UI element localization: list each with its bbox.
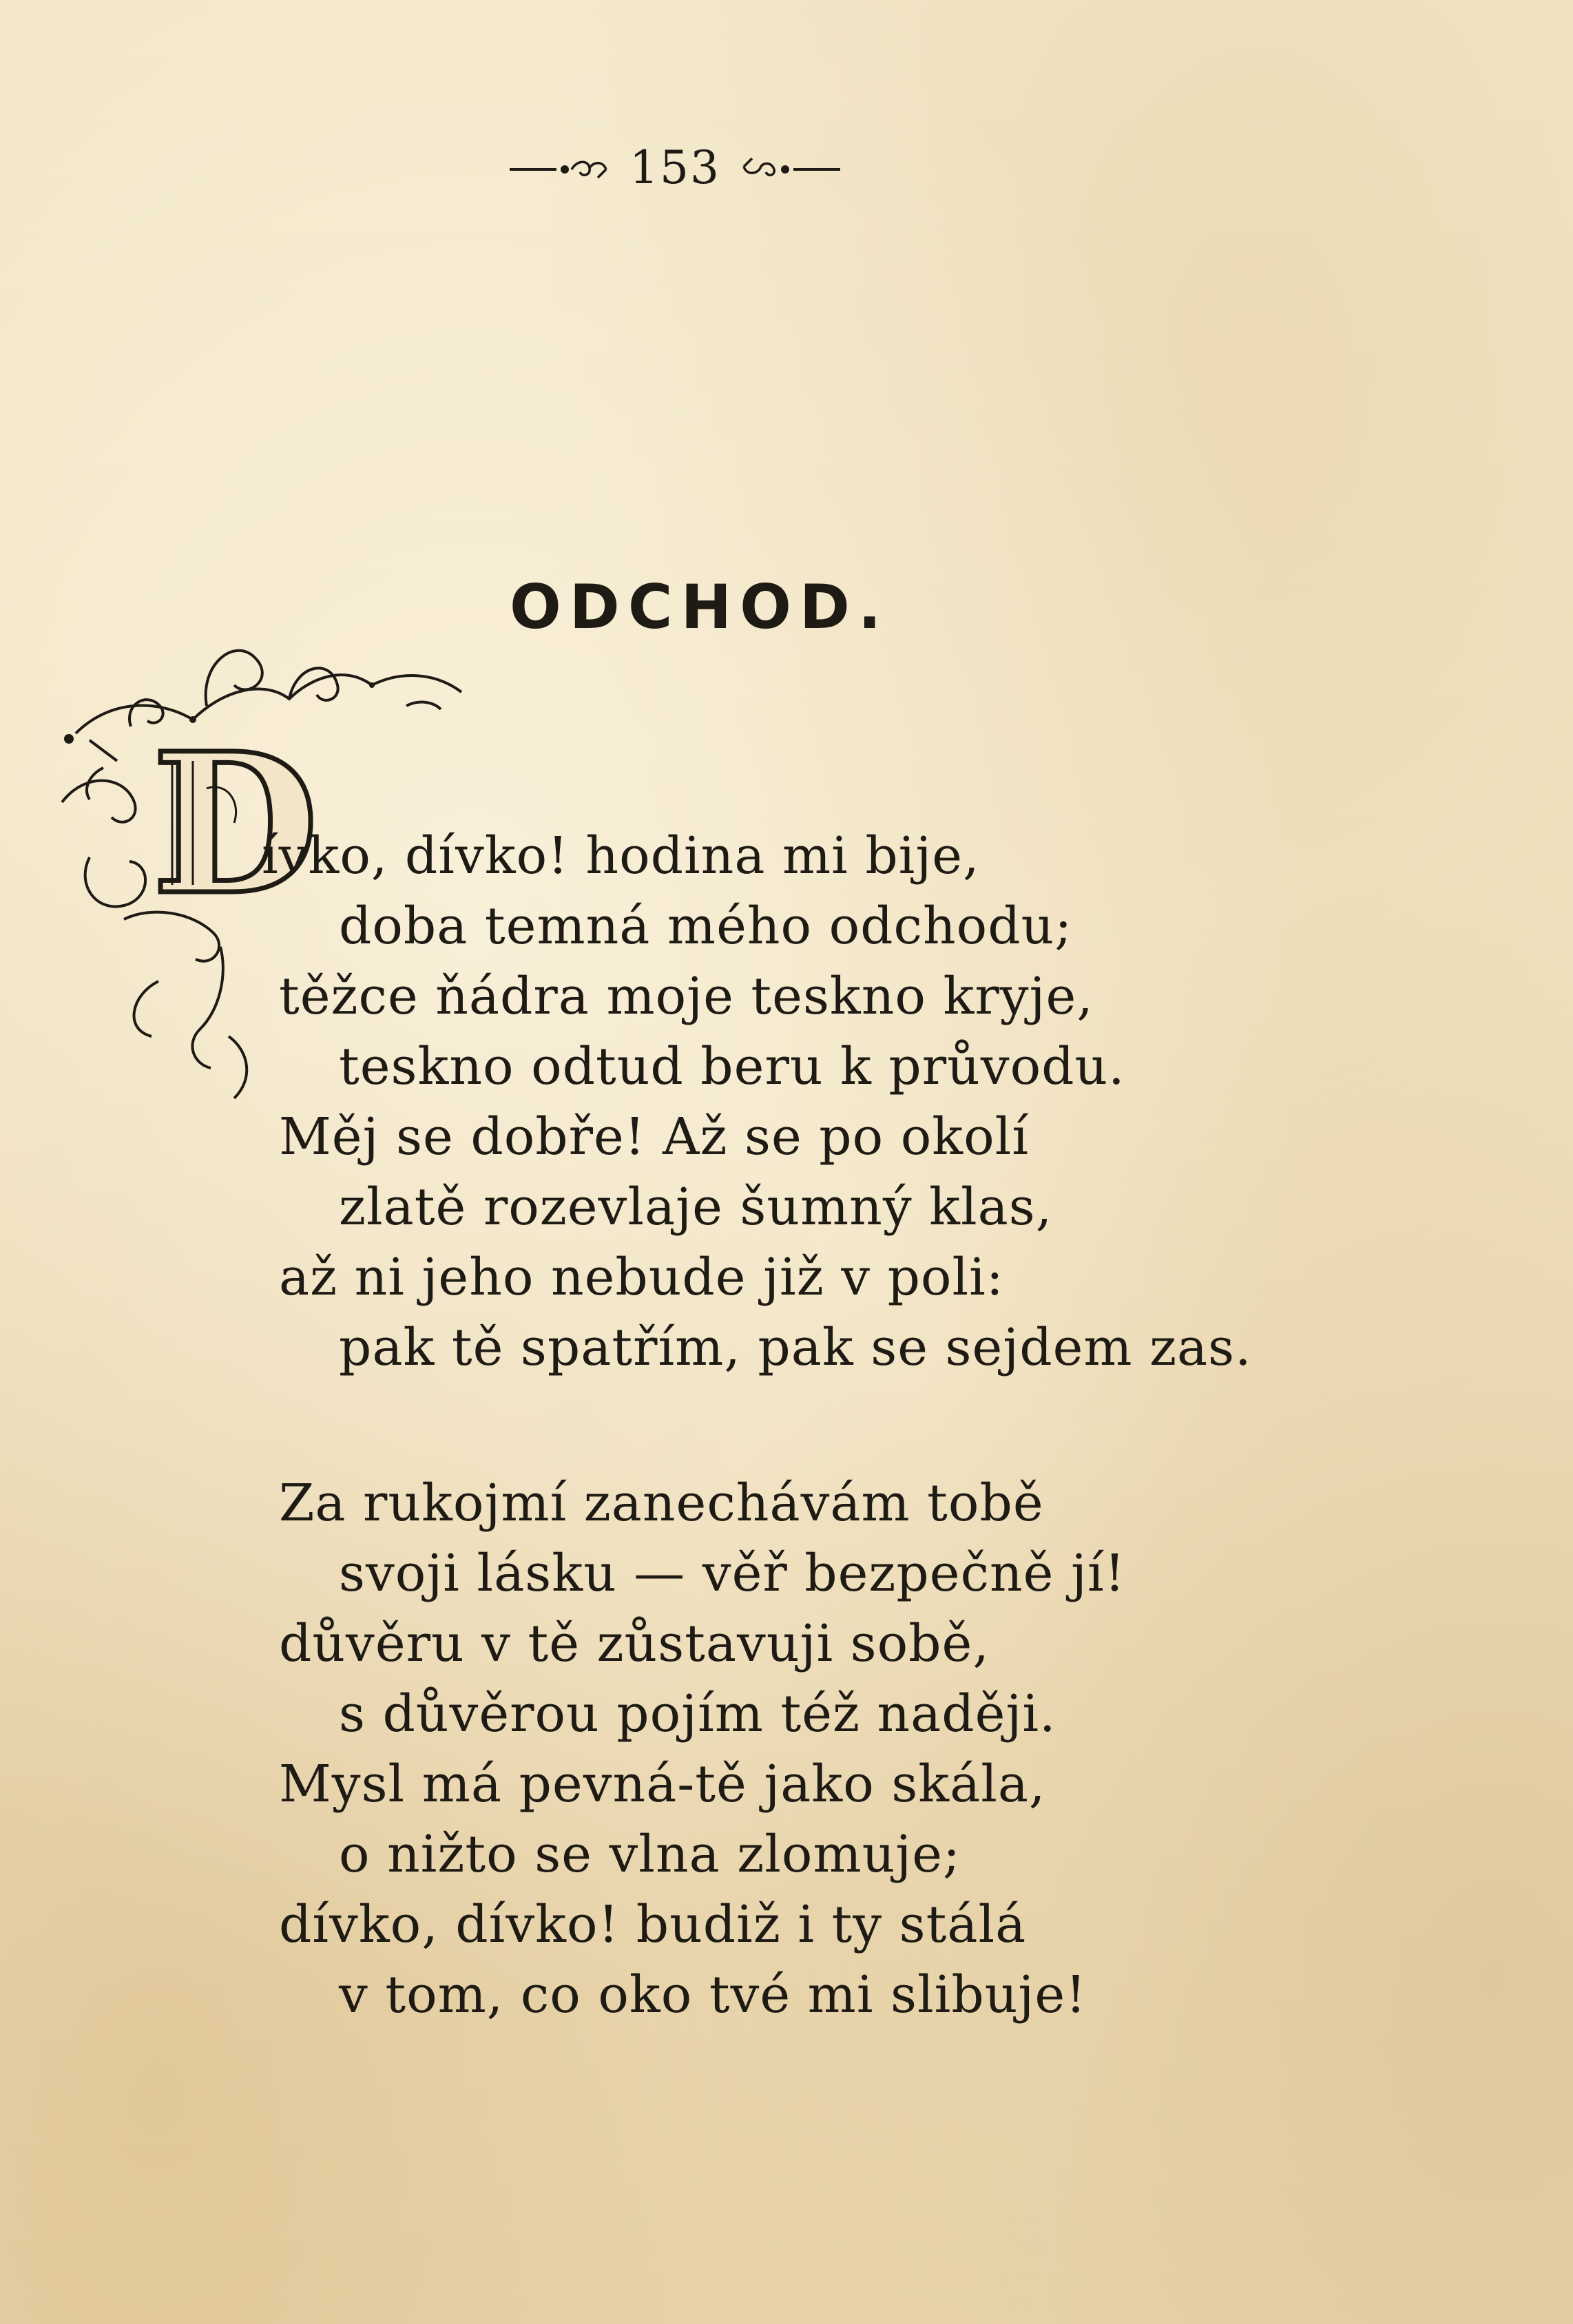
poem-line: ívko, dívko! hodina mi bije, bbox=[262, 826, 980, 886]
poem-line: Měj se dobře! Až se po okolí bbox=[279, 1107, 1030, 1166]
poem-line: důvěru v tě zůstavuji sobě, bbox=[279, 1614, 990, 1673]
page-header bbox=[482, 141, 868, 194]
poem-line: až ni jeho nebude již v poli: bbox=[279, 1248, 1004, 1307]
poem-line: doba temná mého odchodu; bbox=[339, 897, 1073, 956]
poem-line: Mysl má pevná-tě jako skála, bbox=[279, 1755, 1046, 1814]
poem-line: s důvěrou pojím též naději. bbox=[339, 1684, 1056, 1744]
poem-line: v tom, co oko tvé mi slibuje! bbox=[339, 1965, 1087, 2024]
poem-line: dívko, dívko! budiž i ty stálá bbox=[279, 1895, 1027, 1954]
poem-line: o nižto se vlna zlomuje; bbox=[339, 1825, 961, 1884]
poem-title: ODCHOD. bbox=[510, 572, 890, 642]
poem-line: Za rukojmí zanechávám tobě bbox=[279, 1474, 1044, 1533]
drop-cap-letter: D bbox=[152, 711, 319, 938]
page-number: 153 bbox=[629, 141, 720, 194]
poem-line: svoji lásku — věř bezpečně jí! bbox=[339, 1544, 1126, 1603]
poem-line: teskno odtud beru k průvodu. bbox=[339, 1037, 1125, 1096]
poem-line: pak tě spatřím, pak se sejdem zas. bbox=[339, 1318, 1252, 1377]
left-flourish-ornament bbox=[508, 154, 612, 182]
right-flourish-ornament bbox=[738, 154, 842, 182]
poem-line: zlatě rozevlaje šumný klas, bbox=[339, 1177, 1053, 1237]
poem-line: těžce ňádra moje teskno kryje, bbox=[279, 967, 1094, 1026]
